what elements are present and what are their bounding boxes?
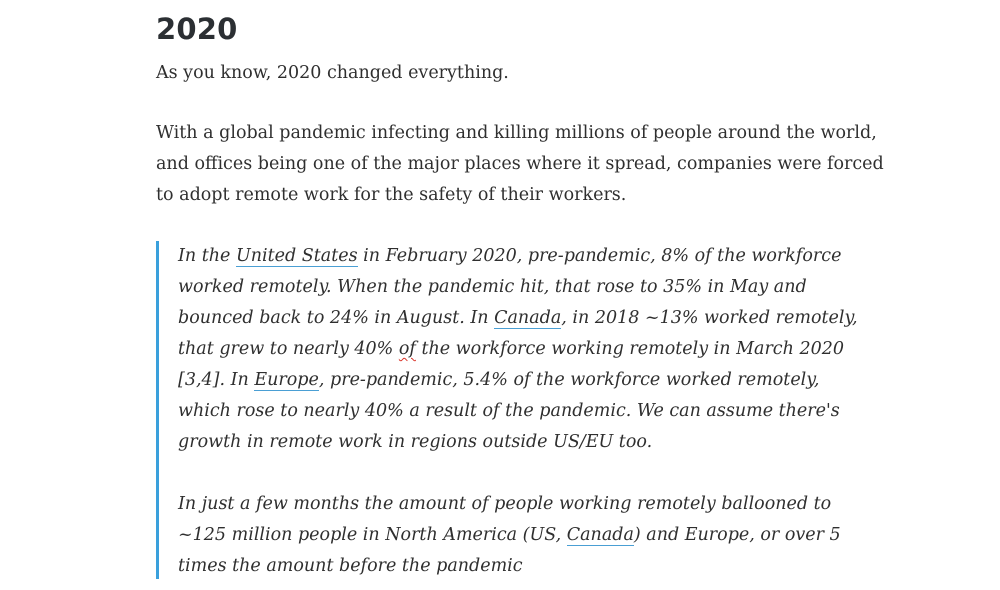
body-paragraph [156, 118, 884, 211]
body-line-1: With a global pandemic infecting and killing millions of people around the world, [156, 123, 877, 143]
quote1-line-1 [178, 241, 858, 272]
quote1-line-3-text-b: , in 2018 ~13% worked remotely, [561, 308, 858, 328]
quote2-line-2 [178, 520, 841, 551]
link-united-states[interactable]: United States [235, 246, 358, 266]
quote2-line-2-text-a: ~125 million people in North America (US, [178, 525, 567, 545]
intro-paragraph [156, 58, 509, 89]
quote1-line-5 [178, 365, 858, 396]
quote1-line-7: growth in remote work in regions outside US/EU too. [178, 432, 653, 452]
quote1-line-3 [178, 303, 858, 334]
quote1-line-1-text-b: in February 2020, pre-pandemic, 8% of the workforce [357, 246, 842, 266]
intro-line: As you know, 2020 changed everything. [156, 63, 509, 83]
quote1-line-5-text-b: , pre-pandemic, 5.4% of the workforce worked remotely, [318, 370, 820, 390]
quote2-line-1: In just a few months the amount of people working remotely ballooned to [178, 494, 832, 514]
quote1-line-6: which rose to nearly 40% a result of the pandemic. We can assume there's [178, 401, 840, 421]
quote-paragraph-2 [178, 489, 841, 582]
link-europe[interactable]: Europe [254, 370, 319, 390]
section-heading: 2020 [156, 12, 238, 46]
quote1-line-4-text-a: that grew to nearly 40% [178, 339, 399, 359]
body-line-2: and offices being one of the major places where it spread, companies were forced [156, 154, 884, 174]
quote2-line-2-text-b: ) and Europe, or over 5 [633, 525, 841, 545]
quote1-line-3-text-a: bounced back to 24% in August. In [178, 308, 495, 328]
quote1-line-4-text-b: the workforce working remotely in March 2020 [415, 339, 844, 359]
quote1-line-5-text-a: [3,4]. In [178, 370, 255, 390]
quote2-line-3: times the amount before the pandemic [178, 556, 523, 576]
quote-paragraph-1 [178, 241, 858, 458]
quote1-line-4 [178, 334, 858, 365]
link-canada-2[interactable]: Canada [566, 525, 634, 545]
body-line-3: to adopt remote work for the safety of their workers. [156, 185, 627, 205]
spellcheck-flagged-word: of [398, 339, 416, 359]
blockquote [156, 241, 859, 579]
quote1-line-2: worked remotely. When the pandemic hit, that rose to 35% in May and [178, 277, 807, 297]
link-canada[interactable]: Canada [494, 308, 562, 328]
quote1-line-1-text-a: In the [178, 246, 236, 266]
